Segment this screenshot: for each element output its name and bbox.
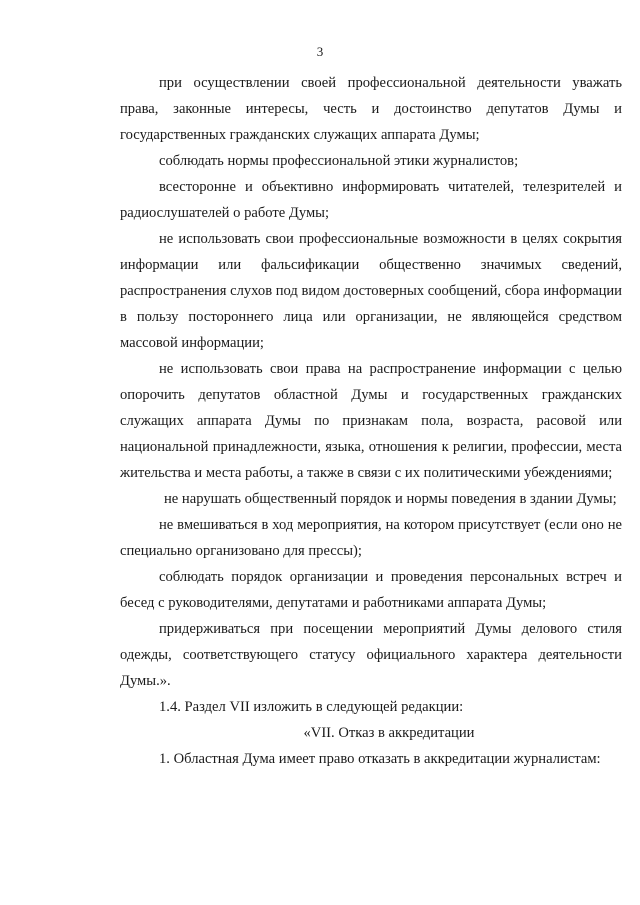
- document-body: [120, 70, 622, 772]
- paragraph-inform: всесторонне и объективно информировать читателей, телезрителей и радиослушателей о работе Думы;: [120, 179, 622, 221]
- section-heading: «VII. Отказ в аккредитации: [303, 725, 475, 741]
- paragraph-section-amendment: 1.4. Раздел VII изложить в следующей редакции:: [159, 699, 464, 715]
- paragraph-no-concealment: не использовать свои профессиональные возможности в целях сокрытия информации или фальсификации общественно значимых сведений, распространения слухов под видом достоверных сообщений, сбора информации в пользу постороннего лица или организации, не являющейся средством массовой информации;: [120, 231, 622, 351]
- paragraph-public-order: не нарушать общественный порядок и нормы поведения в здании Думы;: [164, 491, 617, 507]
- paragraph-respect-rights: при осуществлении своей профессиональной деятельности уважать права, законные интересы, честь и достоинство депутатов Думы и государственных гражданских служащих аппарата Думы;: [120, 75, 622, 143]
- paragraph-no-defamation: не использовать свои права на распространение информации с целью опорочить депутатов областной Думы и государственных гражданских служащих аппарата Думы по признакам пола, возраста, расовой или национальной принадлежности, языка, отношения к религии, профессии, места жительства и места работы, а также в связи с их политическими убеждениями;: [120, 361, 622, 481]
- paragraph-meetings-order: соблюдать порядок организации и проведения персональных встреч и бесед с руководителями, депутатами и работниками аппарата Думы;: [120, 569, 622, 611]
- paragraph-refusal-right: 1. Областная Дума имеет право отказать в аккредитации журналистам:: [159, 751, 601, 767]
- paragraph-dress-code: придерживаться при посещении мероприятий Думы делового стиля одежды, соответствующего статусу официального характера деятельности Думы.».: [120, 621, 622, 689]
- paragraph-no-interference: не вмешиваться в ход мероприятия, на котором присутствует (если оно не специально организовано для прессы);: [120, 517, 622, 559]
- page-number: 3: [316, 44, 324, 59]
- paragraph-ethics: соблюдать нормы профессиональной этики журналистов;: [159, 153, 519, 169]
